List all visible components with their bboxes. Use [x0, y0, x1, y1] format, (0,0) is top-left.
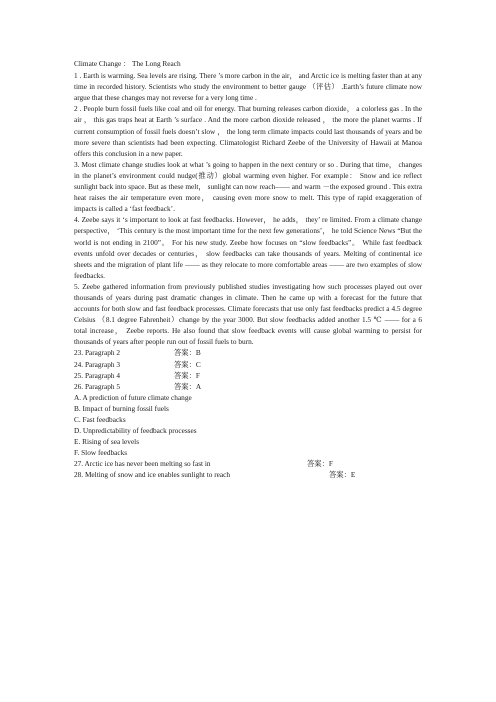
answer-row [74, 458, 422, 469]
answer-value: 答案：B [174, 348, 201, 358]
answer-value: 答案：A [174, 381, 202, 391]
question-label: 28. Melting of snow and ice enables sunlight to reach [74, 470, 231, 480]
question-label: 27. Arctic ice has never been melting so fast in [74, 459, 211, 469]
question-label: 25. Paragraph 4 [74, 370, 120, 380]
answer-value: 答案：F [174, 370, 200, 380]
answer-row [74, 370, 422, 381]
question-label: 23. Paragraph 2 [74, 348, 120, 358]
paragraph-2: 2 . People burn fossil fuels like coal and oil for energy. That burning releases carbon dioxide， a colorless gas . In the air ， this gas traps heat at Earth ’s surface . And the more carbon dioxide released ， the more the planet warms . If current consumption of fossil fuels doesn’t slow ， the long term climate impacts could last thousands of years and be more severe than scientists had been expecting. Climatologist Richard Zeebe of the University of Hawaii at Manoa offers this conclusion in a new paper. [74, 104, 422, 158]
question-label: 26. Paragraph 5 [74, 381, 120, 391]
document-page [74, 58, 422, 481]
answer-row [74, 359, 422, 370]
paragraph-1: 1 . Earth is warming. Sea levels are rising. There ’s more carbon in the air， and Arctic ice is melting faster than at any time in recorded history. Scientists who study the environment to better gauge （评估） .Earth’s future climate now argue that these changes may not reverse for a very long time . [74, 71, 422, 103]
answer-value: 答案：F [307, 459, 333, 469]
option-d: D. Unpredictability of feedback processes [74, 426, 197, 436]
answer-value: 答案：E [329, 470, 356, 480]
answer-row [74, 381, 422, 392]
option-e: E. Rising of sea levels [74, 437, 140, 447]
paragraph-4: 4. Zeebe says it ‘s important to look at fast feedbacks. However， he adds， they’ re limited. From a climate change perspective， ‘This century is the most important time for the next few generations’， he told Science News “But the world is not ending in 2100”。 For his new study. Zeebe how focuses on “slow feedbacks”。 While fast feedback events unfold over decades or centuries， slow feedbacks can take thousands of years. Melting of continental ice sheets and the migration of plant life —— as they relocate to more comfortable areas —— are two examples of slow feedbacks. [74, 215, 422, 280]
option-f: F. Slow feedbacks [74, 448, 128, 458]
option-b: B. Impact of burning fossil fuels [74, 403, 169, 413]
option-c: C. Fast feedbacks [74, 415, 126, 424]
paragraph-3: 3. Most climate change studies look at what ’s going to happen in the next century or so . During that time， changes in the planet’s environment could nudge(推动）global warming even higher. For example： Snow and ice reflect sunlight back into space. But as these melt， sunlight can now reach—— and warm －the exposed ground . This extra heat raises the air temperature even more， causing even more snow to melt. This type of rapid exaggeration of impacts is called a ‘fast feedback’. [74, 159, 422, 214]
option-a: A. A prediction of future climate change [74, 392, 192, 402]
answer-row [74, 469, 422, 480]
document-title: Climate Change ： The Long Reach [74, 59, 181, 68]
answer-value: 答案：C [174, 359, 201, 369]
answer-row [74, 347, 422, 358]
paragraph-5: 5. Zeebe gathered information from previously published studies investigating how such processes played out over thousands of years during past dramatic changes in climate. Then he came up with a forecast for the future that accounts for both slow and fast feedback processes. Climate forecasts that use only fast feedbacks predict a 4.5 degree Celsius （8.1 degree Fahrenheit）change by the year 3000. But slow feedbacks added another 1.5 ℃ —— for a 6 total increase， Zeebe reports. He also found that slow feedback events will cause global warming to persist for thousands of years after people run out of fossil fuels to burn. [74, 281, 422, 347]
question-label: 24. Paragraph 3 [74, 359, 120, 369]
